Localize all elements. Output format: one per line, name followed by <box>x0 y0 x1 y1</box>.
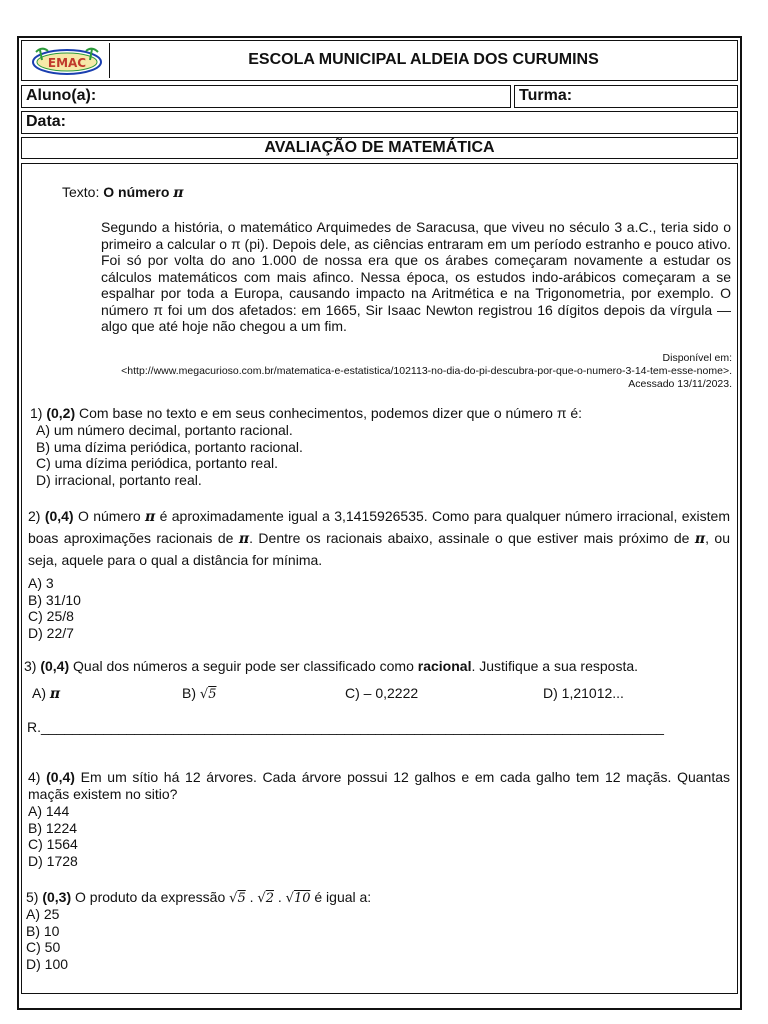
q3-option-a-label: A) <box>32 685 50 701</box>
text-prefix: Texto: <box>62 184 104 200</box>
q5-option-d[interactable]: D) 100 <box>26 955 69 972</box>
text-paragraph: Segundo a história, o matemático Arquimedes de Saracusa, que viveu no século 3 a.C., teria sido o primeiro a calcular o π (pi). Depois dele, as ciências entraram em um período estranho e pouco ativo. Foi só por volta do ano 1.000 de nossa era que os árabes começaram novamente a estudar os cálculos matemáticos com mais afinco. Nessa época, os estudos indo-arábicos começaram a se espalhar por toda a Europa, causando impacto na Aritmética e na Trigonometria, por exemplo. O número π foi um dos afetados: em 1665, Sir Isaac Newton registrou 16 dígitos depois da vírgula — algo que até hoje não chegou a um fim. <box>101 219 731 334</box>
q5-sep-1: . <box>245 889 258 905</box>
source-label: Disponível em: <box>662 352 732 364</box>
q3-answer-line[interactable]: R.________________________________________________________________________________ <box>27 719 664 735</box>
q3-sqrt-icon: √5 <box>199 687 217 702</box>
q5-radicand-2: 2 <box>265 891 274 906</box>
q5-option-c[interactable]: C) 50 <box>26 939 61 955</box>
q5-sqrt-3: √10 <box>285 891 311 906</box>
q2-text-3: . Dentre os racionais abaixo, assinale o que estiver mais próximo de <box>249 530 695 546</box>
q3-text-1: Qual dos números a seguir pode ser classificado como <box>69 658 418 674</box>
student-name-field[interactable] <box>21 85 511 108</box>
text-source <box>40 352 732 391</box>
text-title-pi: π <box>173 185 184 201</box>
class-field[interactable] <box>514 85 738 108</box>
source-access: Acessado 13/11/2023. <box>628 378 732 390</box>
exam-title: AVALIAÇÃO DE MATEMÁTICA <box>21 137 738 159</box>
q3-option-b-radicand: 5 <box>208 687 217 702</box>
school-logo <box>30 46 104 76</box>
text-heading <box>62 184 184 201</box>
q2-option-b[interactable]: B) 31/10 <box>28 591 81 608</box>
question-2-prompt <box>28 506 730 571</box>
q1-option-b[interactable]: B) uma dízima periódica, portanto racional. <box>36 438 303 455</box>
q4-option-b[interactable]: B) 1224 <box>28 819 78 836</box>
q1-score: (0,2) <box>46 405 76 421</box>
q2-text-4: , ou seja, aquele para o qual a distância for mínima. <box>28 530 731 568</box>
student-label: Aluno(a): <box>26 87 97 104</box>
q4-text: Em um sítio há 12 árvores. Cada árvore possui 12 galhos e em cada galho tem 12 maçãs. Quantas maçãs existem no sitio? <box>28 769 731 802</box>
q3-option-a-pi: π <box>49 686 61 702</box>
q4-number: 4) <box>28 769 47 785</box>
q4-score: (0,4) <box>46 769 75 785</box>
q2-text-1: O número <box>73 508 146 524</box>
question-4-prompt <box>28 769 730 802</box>
q2-number: 2) <box>28 508 45 524</box>
q2-option-c[interactable]: C) 25/8 <box>28 608 74 624</box>
q5-option-a[interactable]: A) 25 <box>26 906 60 922</box>
q1-number: 1) <box>30 405 47 421</box>
question-5-options <box>26 906 68 972</box>
question-4-options <box>28 803 78 869</box>
q5-option-b[interactable]: B) 10 <box>26 922 60 939</box>
q2-text-2: é aproximadamente igual a 3,1415926535. Como para qualquer número irracional, existem boas aproximações racionais de <box>28 508 730 546</box>
q4-option-d[interactable]: D) 1728 <box>28 852 78 869</box>
question-2-options <box>28 575 81 641</box>
q5-radicand-3: 10 <box>293 891 311 906</box>
q2-score: (0,4) <box>44 508 74 524</box>
question-5-prompt <box>26 889 726 906</box>
q5-text-1: O produto da expressão <box>71 889 230 905</box>
question-3-prompt <box>24 658 734 674</box>
date-field[interactable] <box>21 111 738 134</box>
logo-cell <box>24 43 110 78</box>
q2-option-a[interactable]: A) 3 <box>28 575 54 591</box>
q1-option-a[interactable]: A) um número decimal, portanto racional. <box>36 422 293 438</box>
q3-text-2: . Justifique a sua resposta. <box>471 658 639 674</box>
q5-score: (0,3) <box>42 889 72 905</box>
q4-option-c[interactable]: C) 1564 <box>28 836 78 852</box>
q2-option-d[interactable]: D) 22/7 <box>28 624 74 641</box>
q3-option-a[interactable] <box>32 685 60 702</box>
q5-number: 5) <box>26 889 43 905</box>
text-title: O número <box>103 184 174 200</box>
q1-prompt <box>30 405 735 422</box>
q2-pi-1: π <box>145 509 156 525</box>
q3-option-b[interactable] <box>182 685 216 702</box>
date-label: Data: <box>26 113 67 130</box>
q3-bold: racional <box>417 658 472 674</box>
q1-option-d[interactable]: D) irracional, portanto real. <box>36 471 202 488</box>
svg-text:EMAC: EMAC <box>47 56 87 70</box>
school-header <box>21 40 738 81</box>
q2-pi-3: π <box>694 531 706 547</box>
school-name: ESCOLA MUNICIPAL ALDEIA DOS CURUMINS <box>248 51 599 68</box>
q4-option-a[interactable]: A) 144 <box>28 803 70 819</box>
question-1 <box>30 405 735 488</box>
q5-radicand-1: 5 <box>237 891 246 906</box>
q3-option-d[interactable]: D) 1,21012... <box>543 685 624 701</box>
q3-option-c[interactable]: C) – 0,2222 <box>345 685 419 701</box>
q1-text: Com base no texto e em seus conhecimentos, podemos dizer que o número π é: <box>75 405 583 421</box>
q3-option-b-label: B) <box>182 685 200 701</box>
q5-text-2: é igual a: <box>310 889 372 905</box>
source-url: <http://www.megacurioso.com.br/matematica-e-estatistica/102113-no-dia-do-pi-descubra-por-que-o-numero-3-14-tem-esse-nome>. <box>121 365 732 377</box>
q5-sqrt-2: √2 <box>257 891 274 906</box>
q5-sep-2: . <box>273 889 286 905</box>
q3-score: (0,4) <box>40 658 70 674</box>
class-label: Turma: <box>519 87 573 104</box>
q2-pi-2: π <box>238 531 250 547</box>
q3-number: 3) <box>24 658 41 674</box>
q5-sqrt-1: √5 <box>229 891 246 906</box>
q1-option-c[interactable]: C) uma dízima periódica, portanto real. <box>36 455 278 471</box>
